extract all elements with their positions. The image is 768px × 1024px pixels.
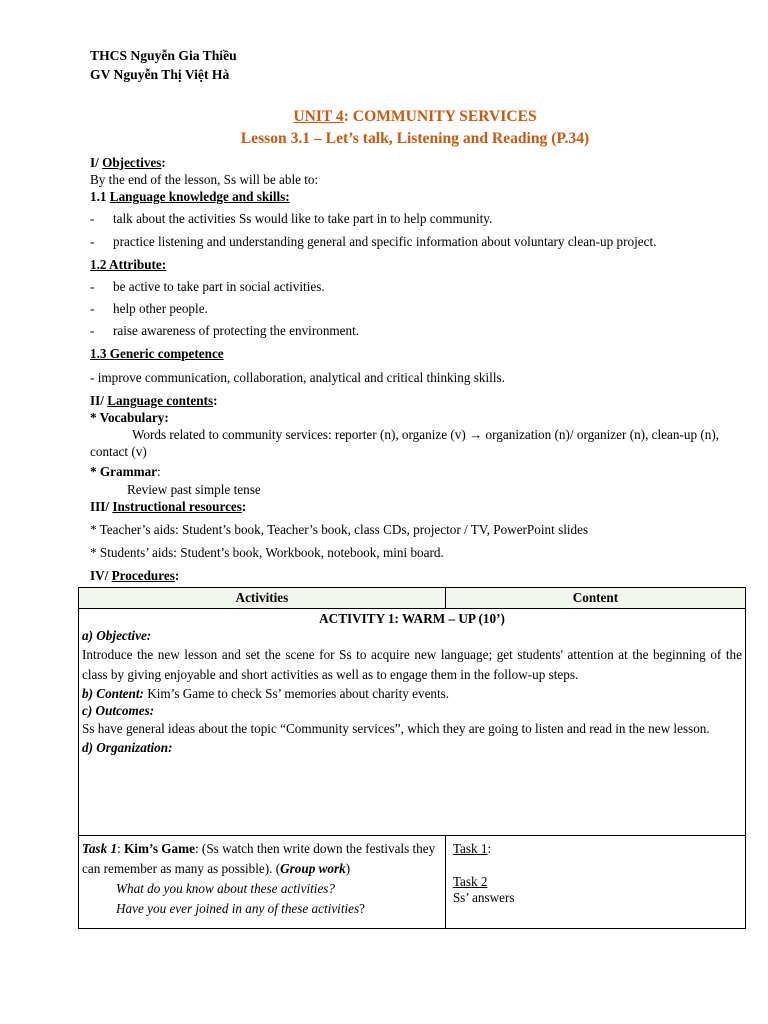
- content-task1: Task 1: [452, 841, 488, 857]
- lesson-plan-page: [82, 46, 742, 929]
- vocabulary-label: * Vocabulary:: [90, 409, 169, 425]
- list-item-text: raise awareness of protecting the environment.: [113, 323, 360, 339]
- resources-heading: [90, 498, 740, 515]
- section-prefix: I/: [90, 155, 103, 170]
- list-item: - practice listening and understanding general and specific information about voluntary clean-up project.: [90, 233, 740, 250]
- competence-heading: 1.3 Generic competence: [90, 346, 224, 362]
- task1-colon: :: [117, 841, 125, 857]
- objectives-intro: By the end of the lesson, Ss will be able to:: [90, 172, 319, 188]
- attribute-heading: 1.2 Attribute:: [90, 256, 167, 272]
- list-item-text: practice listening and understanding general and specific information about voluntary clean-up project.: [113, 233, 657, 249]
- list-item: - raise awareness of protecting the environment.: [90, 322, 740, 339]
- grammar-label-line: [90, 463, 740, 480]
- vocabulary-text: Words related to community services: reporter (n), organize (v) → organization (n)/ organizer (n), clean-up (n), contact (v): [90, 427, 720, 460]
- task1-label: Task 1: [82, 841, 118, 857]
- section-colon: :: [174, 568, 180, 584]
- section-title: Procedures: [111, 568, 175, 584]
- unit-title: [90, 106, 740, 128]
- procedures-heading: [90, 567, 740, 584]
- student-aids: * Students’ aids: Student’s book, Workbook, notebook, mini board.: [90, 544, 444, 560]
- lesson-title: Lesson 3.1 – Let’s talk, Listening and Reading (P.34): [240, 130, 590, 147]
- subsection-number: 1.1: [90, 189, 110, 205]
- question-2: Have you ever joined in any of these activities: [116, 901, 360, 917]
- question-2-line: [82, 899, 442, 919]
- content-label: b) Content:: [82, 685, 144, 701]
- task-content-cell: [445, 836, 745, 929]
- column-header-activities: Activities: [79, 588, 446, 609]
- teacher-name: GV Nguyễn Thị Việt Hà: [90, 67, 230, 82]
- content-task1-line: [453, 839, 742, 859]
- unit-name: : COMMUNITY SERVICES: [343, 108, 537, 125]
- section-title: Instructional resources: [112, 498, 242, 514]
- content-task2: Task 2: [452, 874, 488, 890]
- content-line: [82, 685, 742, 702]
- language-heading: [90, 392, 740, 409]
- task1-description: [82, 839, 442, 879]
- list-item: - help other people.: [90, 300, 740, 317]
- section-prefix: II/: [90, 392, 108, 408]
- procedures-table: [78, 587, 746, 929]
- column-header-content: Content: [445, 588, 745, 609]
- grammar-label: * Grammar: [90, 464, 158, 480]
- section-title: Objectives: [102, 155, 162, 170]
- task1-desc: : (Ss watch then write down the festivals they can remember as many as possible). (: [82, 841, 436, 877]
- section-prefix: IV/: [90, 568, 112, 584]
- objective-text: Introduce the new lesson and set the scene for Ss to acquire new language; get students' attention at the beginning of the class by giving enjoyable and short activities as well as to engage them in the follow-up steps.: [82, 646, 742, 682]
- list-item-text: be active to take part in social activities.: [113, 278, 325, 294]
- content-answers: Ss’ answers: [452, 890, 515, 906]
- objective-label: a) Objective:: [82, 628, 152, 644]
- task1-close: ): [345, 861, 351, 877]
- task1-mode: Group work: [280, 861, 346, 877]
- grammar-colon: :: [157, 464, 161, 480]
- objectives-heading: [90, 154, 740, 171]
- section-title: Language contents: [107, 392, 214, 408]
- knowledge-heading: [90, 188, 740, 205]
- outcomes-label: c) Outcomes:: [82, 702, 155, 718]
- section-colon: :: [241, 498, 247, 514]
- grammar-text: Review past simple tense: [127, 481, 261, 497]
- organization-label: d) Organization:: [82, 739, 173, 755]
- unit-label: UNIT 4: [293, 108, 344, 125]
- list-item: - be active to take part in social activities.: [90, 278, 740, 295]
- list-item-text: talk about the activities Ss would like to take part in to help community.: [113, 211, 493, 227]
- section-prefix: III/: [90, 498, 113, 514]
- content-text: Kim’s Game to check Ss’ memories about charity events.: [143, 685, 450, 701]
- question-2-mark: ?: [359, 901, 366, 917]
- list-item-text: help other people.: [113, 301, 208, 317]
- list-item: - talk about the activities Ss would like to take part in to help community.: [90, 210, 740, 227]
- content-task1-colon: :: [487, 841, 492, 857]
- section-colon: :: [213, 392, 218, 408]
- task1-name: Kim’s Game: [124, 841, 195, 857]
- activity1-cell: [79, 609, 746, 836]
- teacher-aids: * Teacher’s aids: Student’s book, Teacher’s book, class CDs, projector / TV, PowerPoint slides: [90, 521, 589, 537]
- subsection-title: Language knowledge and skills:: [109, 189, 290, 205]
- competence-text: - improve communication, collaboration, analytical and critical thinking skills.: [90, 369, 505, 385]
- question-1: What do you know about these activities?: [116, 881, 336, 897]
- school-name: THCS Nguyễn Gia Thiều: [90, 48, 237, 63]
- outcomes-text: Ss have general ideas about the topic “Community services”, which they are going to listen and read in the new lesson.: [82, 720, 710, 736]
- section-colon: :: [161, 155, 166, 170]
- task-activities-cell: [79, 836, 446, 929]
- activity1-title: ACTIVITY 1: WARM – UP (10’): [319, 611, 505, 627]
